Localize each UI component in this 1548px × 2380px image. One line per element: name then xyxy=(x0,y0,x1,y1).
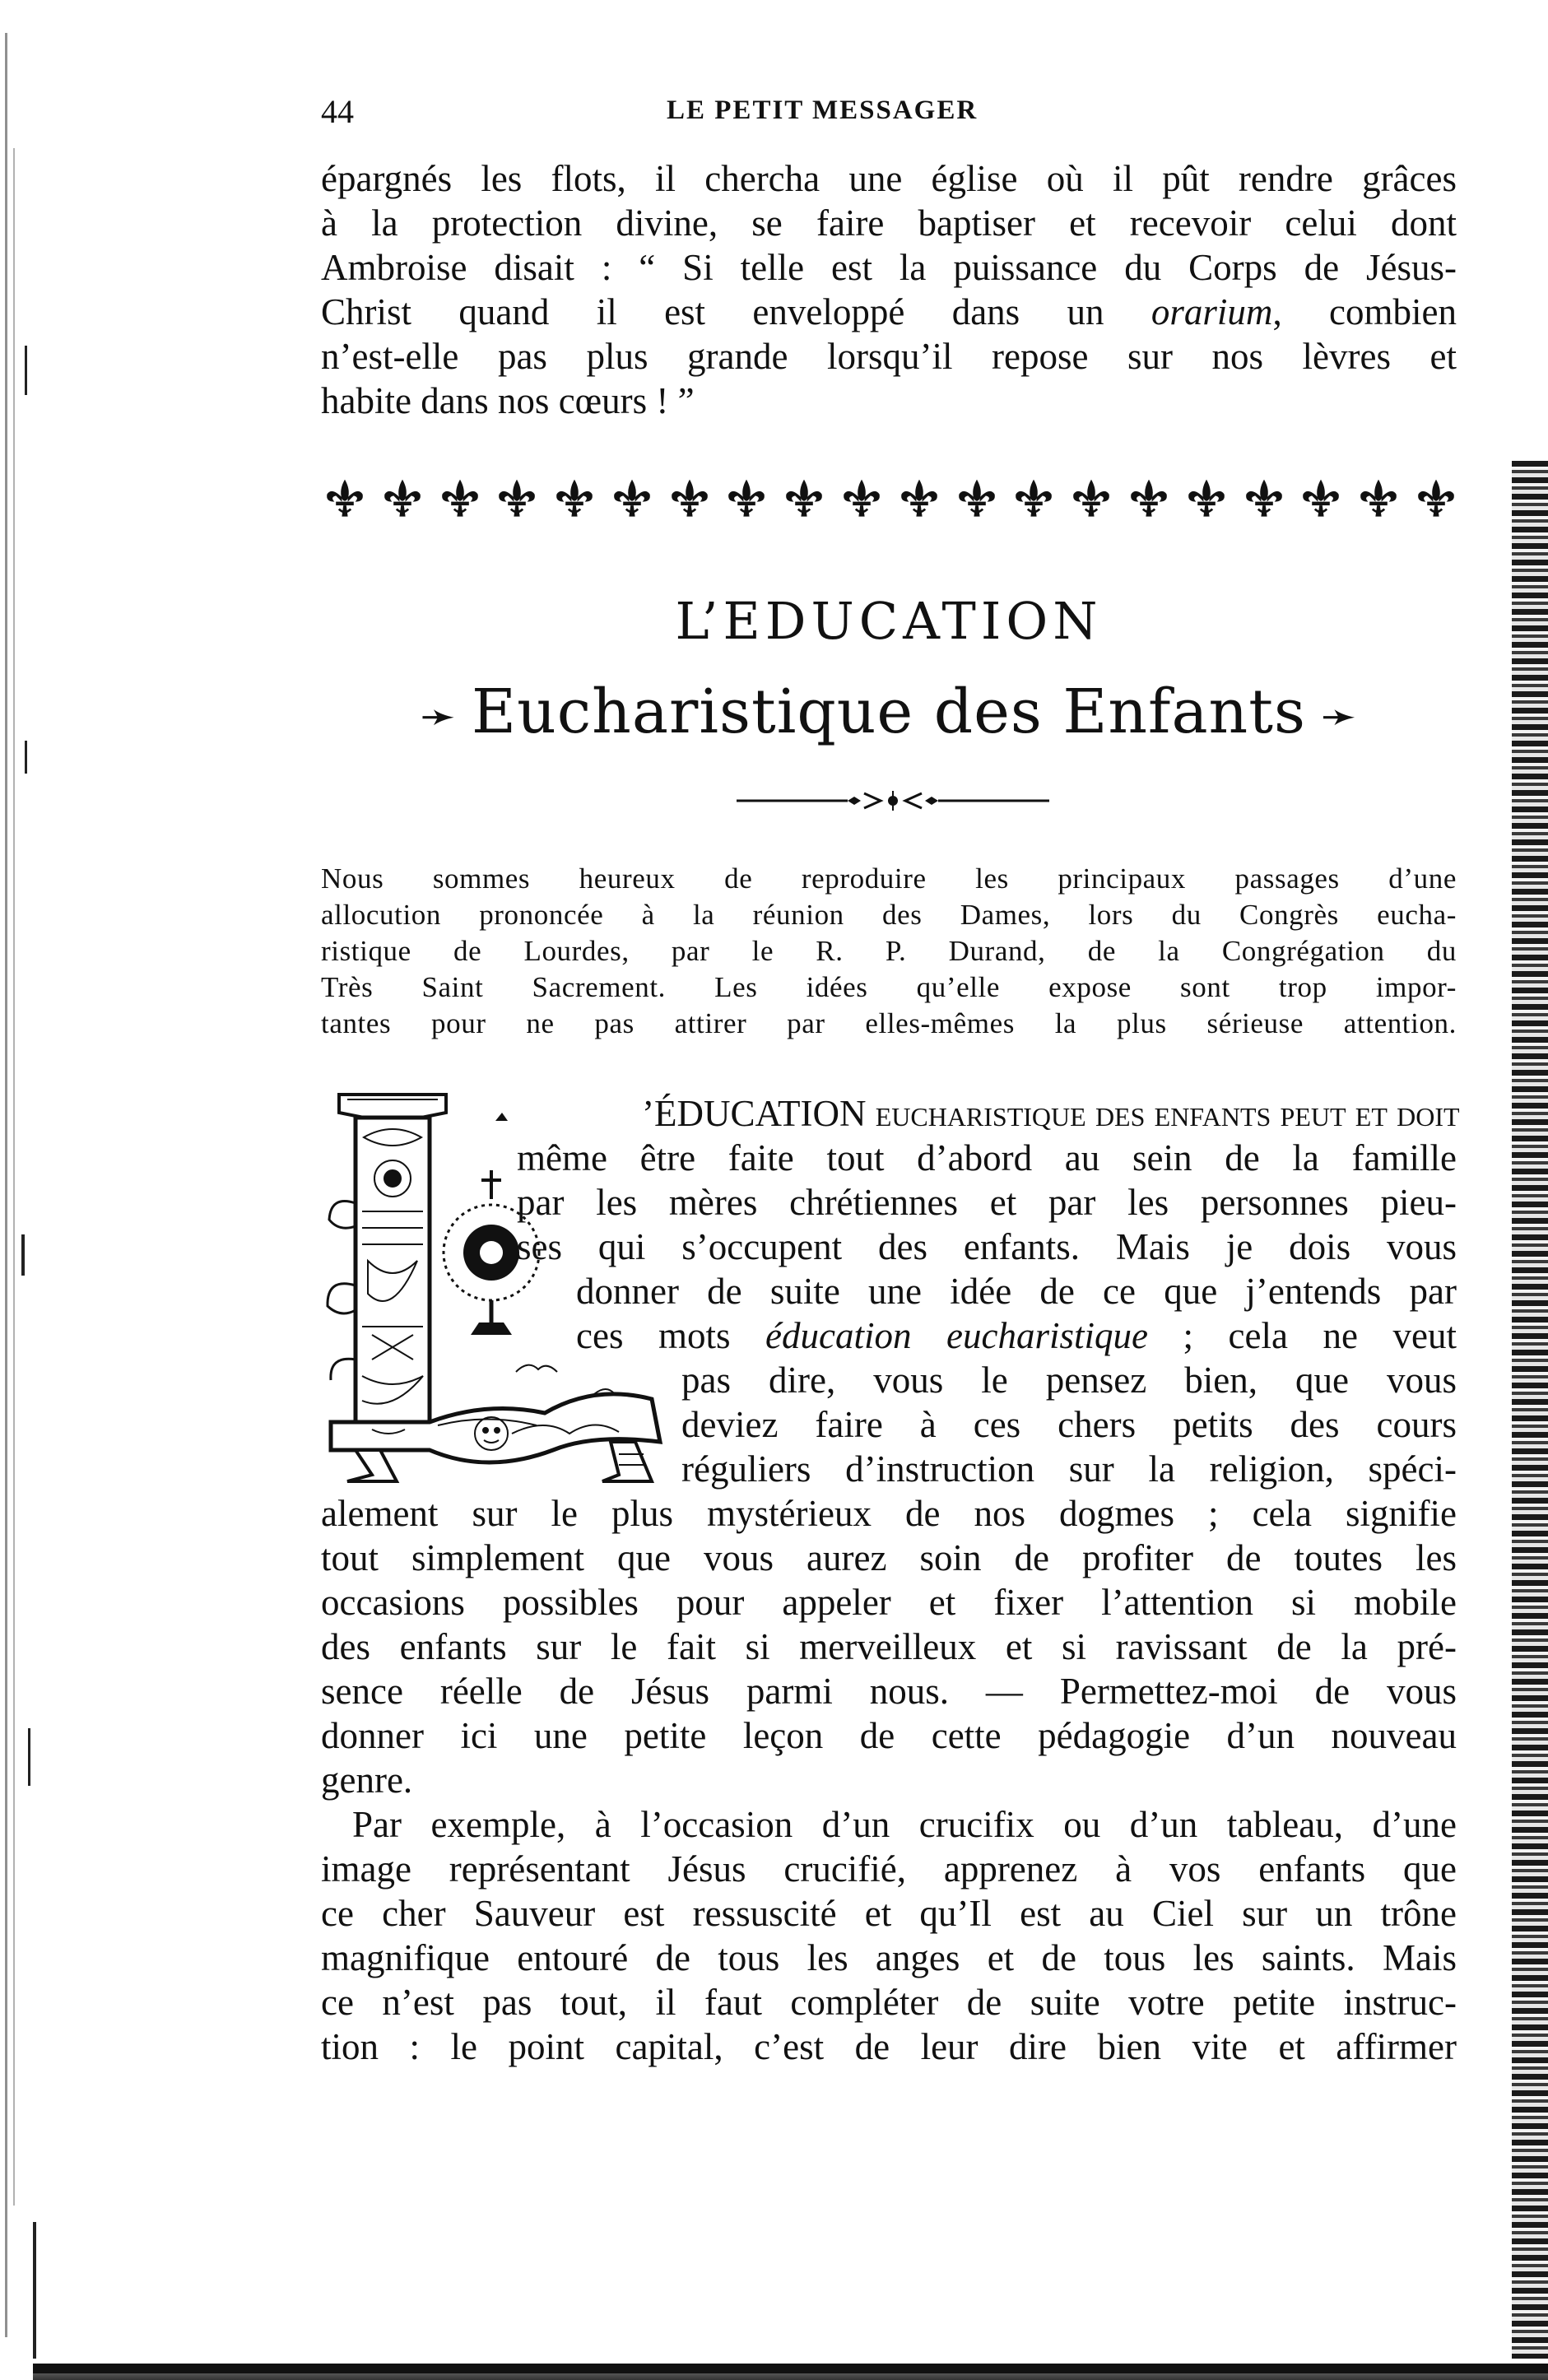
fleur-de-lis-icon xyxy=(897,476,941,521)
summary-line: ristique de Lourdes, par le R. P. Durand, de la Congrégation du xyxy=(321,935,1457,967)
fleur-de-lis-icon xyxy=(1414,476,1458,521)
fleur-de-lis-icon xyxy=(495,476,539,521)
fleur-de-lis-icon xyxy=(1299,476,1343,521)
fleur-de-lis-icon xyxy=(955,476,999,521)
body-line: alement sur le plus mystérieux de nos dogmes ; cela signifie xyxy=(321,1493,1457,1534)
body-line: des enfants sur le fait si merveilleux et si ravissant de la pré- xyxy=(321,1626,1457,1667)
body-line: image représentant Jésus crucifié, apprenez à vos enfants que xyxy=(321,1848,1457,1890)
body-line: sence réelle de Jésus parmi nous. — Permettez-moi de vous xyxy=(321,1671,1457,1712)
intro-line: habite dans nos cœurs ! ” xyxy=(321,380,695,421)
article-title-line-1: L’EDUCATION xyxy=(675,591,1103,651)
article-title-line-2 xyxy=(321,676,1457,747)
summary-line: Très Saint Sacrement. Les idées qu’elle expose sont trop impor- xyxy=(321,971,1457,1003)
bottom-scan-edge xyxy=(33,2359,1548,2380)
fleur-de-lis-icon xyxy=(1242,476,1286,521)
body-line: Par exemple, à l’occasion d’un crucifix ou d’un tableau, d’une xyxy=(352,1804,1457,1845)
intro-paragraph xyxy=(321,156,1457,423)
fleur-de-lis-icon xyxy=(1011,476,1056,521)
journal-title: LE PETIT MESSAGER xyxy=(667,95,979,125)
body-line: genre. xyxy=(321,1759,413,1801)
arrow-ornament-icon: ➛ xyxy=(420,691,458,741)
body-line: ce cher Sauveur est ressuscité et qu’Il est au Ciel sur un trône xyxy=(321,1893,1457,1934)
fleur-de-lis-icon xyxy=(782,476,826,521)
fleur-de-lis-icon xyxy=(1127,476,1171,521)
page-number: 44 xyxy=(321,93,354,130)
body-line: ’ÉDUCATION eucharistique des enfants peut et doit xyxy=(642,1093,1460,1134)
body-line: donner ici une petite leçon de cette pédagogie d’un nouveau xyxy=(321,1715,1457,1756)
body-line: magnifique entouré de tous les anges et de tous les saints. Mais xyxy=(321,1937,1457,1978)
article-title-text: Eucharistique des Enfants xyxy=(472,676,1306,747)
fleur-de-lis-icon xyxy=(667,476,712,521)
arrow-ornament-icon: ➛ xyxy=(1320,691,1358,741)
intro-line: épargnés les flots, il chercha une église où il pût rendre grâces xyxy=(321,158,1457,199)
article-summary xyxy=(321,861,1457,1042)
intro-line: Ambroise disait : “ Si telle est la puissance du Corps de Jésus- xyxy=(321,247,1457,288)
body-line: tion : le point capital, c’est de leur dire bien vite et affirmer xyxy=(321,2026,1457,2067)
body-line: deviez faire à ces chers petits des cours xyxy=(681,1404,1457,1445)
body-line: pas dire, vous le pensez bien, que vous xyxy=(681,1360,1457,1401)
fleur-de-lis-icon xyxy=(380,476,425,521)
fleur-de-lis-ornament-row xyxy=(323,476,1458,522)
fleur-de-lis-icon xyxy=(552,476,597,521)
intro-line: n’est-elle pas plus grande lorsqu’il repose sur nos lèvres et xyxy=(321,336,1457,377)
summary-line: allocution prononcée à la réunion des Dames, lors du Congrès eucha- xyxy=(321,899,1457,931)
fleur-de-lis-icon xyxy=(1356,476,1401,521)
body-line: par les mères chrétiennes et par les personnes pieu- xyxy=(517,1182,1457,1223)
fleur-de-lis-icon xyxy=(839,476,884,521)
fleur-de-lis-icon xyxy=(323,476,367,521)
fleur-de-lis-icon xyxy=(1184,476,1229,521)
body-line: même être faite tout d’abord au sein de la famille xyxy=(517,1137,1457,1178)
fleur-de-lis-icon xyxy=(1069,476,1113,521)
body-line: donner de suite une idée de ce que j’entends par xyxy=(576,1271,1457,1312)
right-scan-edge xyxy=(1512,461,1548,2380)
body-line: occasions possibles pour appeler et fixer l’attention si mobile xyxy=(321,1582,1457,1623)
fleur-de-lis-icon xyxy=(438,476,482,521)
left-scan-edge xyxy=(0,0,49,2380)
running-head xyxy=(321,92,1457,133)
body-line: ces mots éducation eucharistique ; cela ne veut xyxy=(576,1315,1457,1356)
summary-line: Nous sommes heureux de reproduire les principaux passages d’une xyxy=(321,862,1457,895)
fleur-de-lis-icon xyxy=(610,476,654,521)
body-line: ses qui s’occupent des enfants. Mais je dois vous xyxy=(517,1226,1457,1267)
body-line: réguliers d’instruction sur la religion, spéci- xyxy=(681,1448,1457,1490)
intro-line: à la protection divine, se faire baptiser et recevoir celui dont xyxy=(321,202,1457,244)
summary-line: tantes pour ne pas attirer par elles-mêmes la plus sérieuse attention. xyxy=(321,1007,1457,1039)
intro-line: Christ quand il est enveloppé dans un orarium, combien xyxy=(321,291,1457,332)
decorative-rule-icon xyxy=(737,788,1049,813)
body-line: tout simplement que vous aurez soin de profiter de toutes les xyxy=(321,1537,1457,1578)
fleur-de-lis-icon xyxy=(724,476,769,521)
body-line: ce n’est pas tout, il faut compléter de suite votre petite instruc- xyxy=(321,1982,1457,2023)
